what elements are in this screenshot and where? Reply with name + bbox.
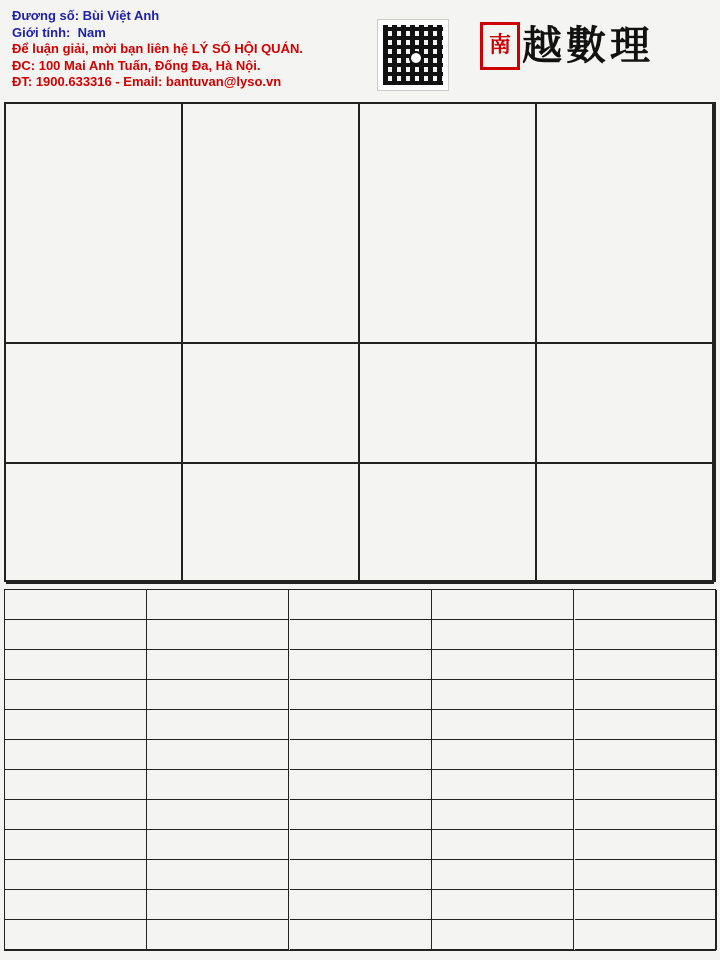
gender-value: Nam	[77, 24, 106, 40]
year-cell[interactable]	[575, 860, 717, 890]
year-cell[interactable]	[575, 740, 717, 770]
year-cell[interactable]	[5, 830, 147, 860]
year-cell[interactable]	[432, 860, 574, 890]
dai-van-cell	[360, 464, 537, 584]
year-cell[interactable]	[432, 650, 574, 680]
year-cell[interactable]	[432, 740, 574, 770]
year-cell[interactable]	[290, 800, 432, 830]
year-cell[interactable]	[147, 740, 289, 770]
year-cell[interactable]	[147, 920, 289, 950]
year-cell[interactable]	[147, 830, 289, 860]
year-cell[interactable]	[290, 710, 432, 740]
year-cell[interactable]	[432, 800, 574, 830]
year-cell[interactable]	[147, 770, 289, 800]
dai-van-cell	[183, 464, 360, 584]
pillar-cell	[183, 104, 360, 344]
year-cell[interactable]	[290, 830, 432, 860]
year-cell[interactable]	[575, 770, 717, 800]
pillar-grid	[4, 102, 716, 582]
year-cell[interactable]	[575, 650, 717, 680]
dai-van-cell	[183, 344, 360, 464]
phone-email: ĐT: 1900.633316 - Email: bantuvan@lyso.vn	[12, 74, 282, 89]
gender-label: Giới tính:	[12, 24, 71, 40]
dai-van-cell	[360, 344, 537, 464]
owner-name: Đương số: Bùi Việt Anh	[12, 8, 160, 23]
year-cell[interactable]	[575, 680, 717, 710]
year-cell[interactable]	[575, 890, 717, 920]
year-cell[interactable]	[575, 590, 717, 620]
year-cell[interactable]	[147, 590, 289, 620]
year-cell[interactable]	[575, 620, 717, 650]
year-cell[interactable]	[290, 920, 432, 950]
year-cell[interactable]	[147, 710, 289, 740]
year-cell[interactable]	[432, 770, 574, 800]
year-cell[interactable]	[147, 650, 289, 680]
year-cell[interactable]	[5, 710, 147, 740]
year-cell[interactable]	[5, 740, 147, 770]
qr-code[interactable]	[378, 20, 448, 90]
year-cell[interactable]	[290, 770, 432, 800]
year-cell[interactable]	[5, 920, 147, 950]
year-cell[interactable]	[575, 710, 717, 740]
brand-logo: 越數理	[522, 22, 654, 69]
year-cell[interactable]	[5, 890, 147, 920]
year-cell[interactable]	[5, 860, 147, 890]
year-cell[interactable]	[147, 800, 289, 830]
year-cell[interactable]	[432, 890, 574, 920]
year-cell[interactable]	[290, 890, 432, 920]
year-cell[interactable]	[290, 740, 432, 770]
dai-van-cell	[6, 464, 183, 584]
year-cell[interactable]	[290, 650, 432, 680]
year-cell[interactable]	[290, 620, 432, 650]
year-cell[interactable]	[5, 620, 147, 650]
year-cell[interactable]	[5, 770, 147, 800]
pillar-cell	[360, 104, 537, 344]
year-cell[interactable]	[147, 890, 289, 920]
year-cell[interactable]	[432, 620, 574, 650]
year-table	[4, 589, 716, 951]
header-info	[12, 8, 352, 91]
dai-van-cell	[6, 344, 183, 464]
year-cell[interactable]	[432, 590, 574, 620]
pillar-cell	[6, 104, 183, 344]
year-cell[interactable]	[5, 800, 147, 830]
year-cell[interactable]	[5, 680, 147, 710]
year-cell[interactable]	[147, 860, 289, 890]
year-cell[interactable]	[290, 860, 432, 890]
year-cell[interactable]	[5, 650, 147, 680]
year-cell[interactable]	[575, 830, 717, 860]
year-cell[interactable]	[290, 590, 432, 620]
address: ĐC: 100 Mai Anh Tuấn, Đống Đa, Hà Nội.	[12, 57, 261, 73]
dai-van-cell	[537, 464, 714, 584]
year-cell[interactable]	[575, 920, 717, 950]
contact-note: Để luận giải, mời bạn liên hệ LÝ SỐ HỘI QUÁN.	[12, 41, 303, 56]
red-seal-logo: 南	[480, 22, 520, 70]
pillar-cell	[537, 104, 714, 344]
year-cell[interactable]	[432, 830, 574, 860]
year-cell[interactable]	[147, 620, 289, 650]
year-cell[interactable]	[432, 920, 574, 950]
year-cell[interactable]	[432, 680, 574, 710]
year-cell[interactable]	[290, 680, 432, 710]
year-cell[interactable]	[432, 710, 574, 740]
year-cell[interactable]	[5, 590, 147, 620]
dai-van-cell	[537, 344, 714, 464]
year-cell[interactable]	[575, 800, 717, 830]
year-cell[interactable]	[147, 680, 289, 710]
